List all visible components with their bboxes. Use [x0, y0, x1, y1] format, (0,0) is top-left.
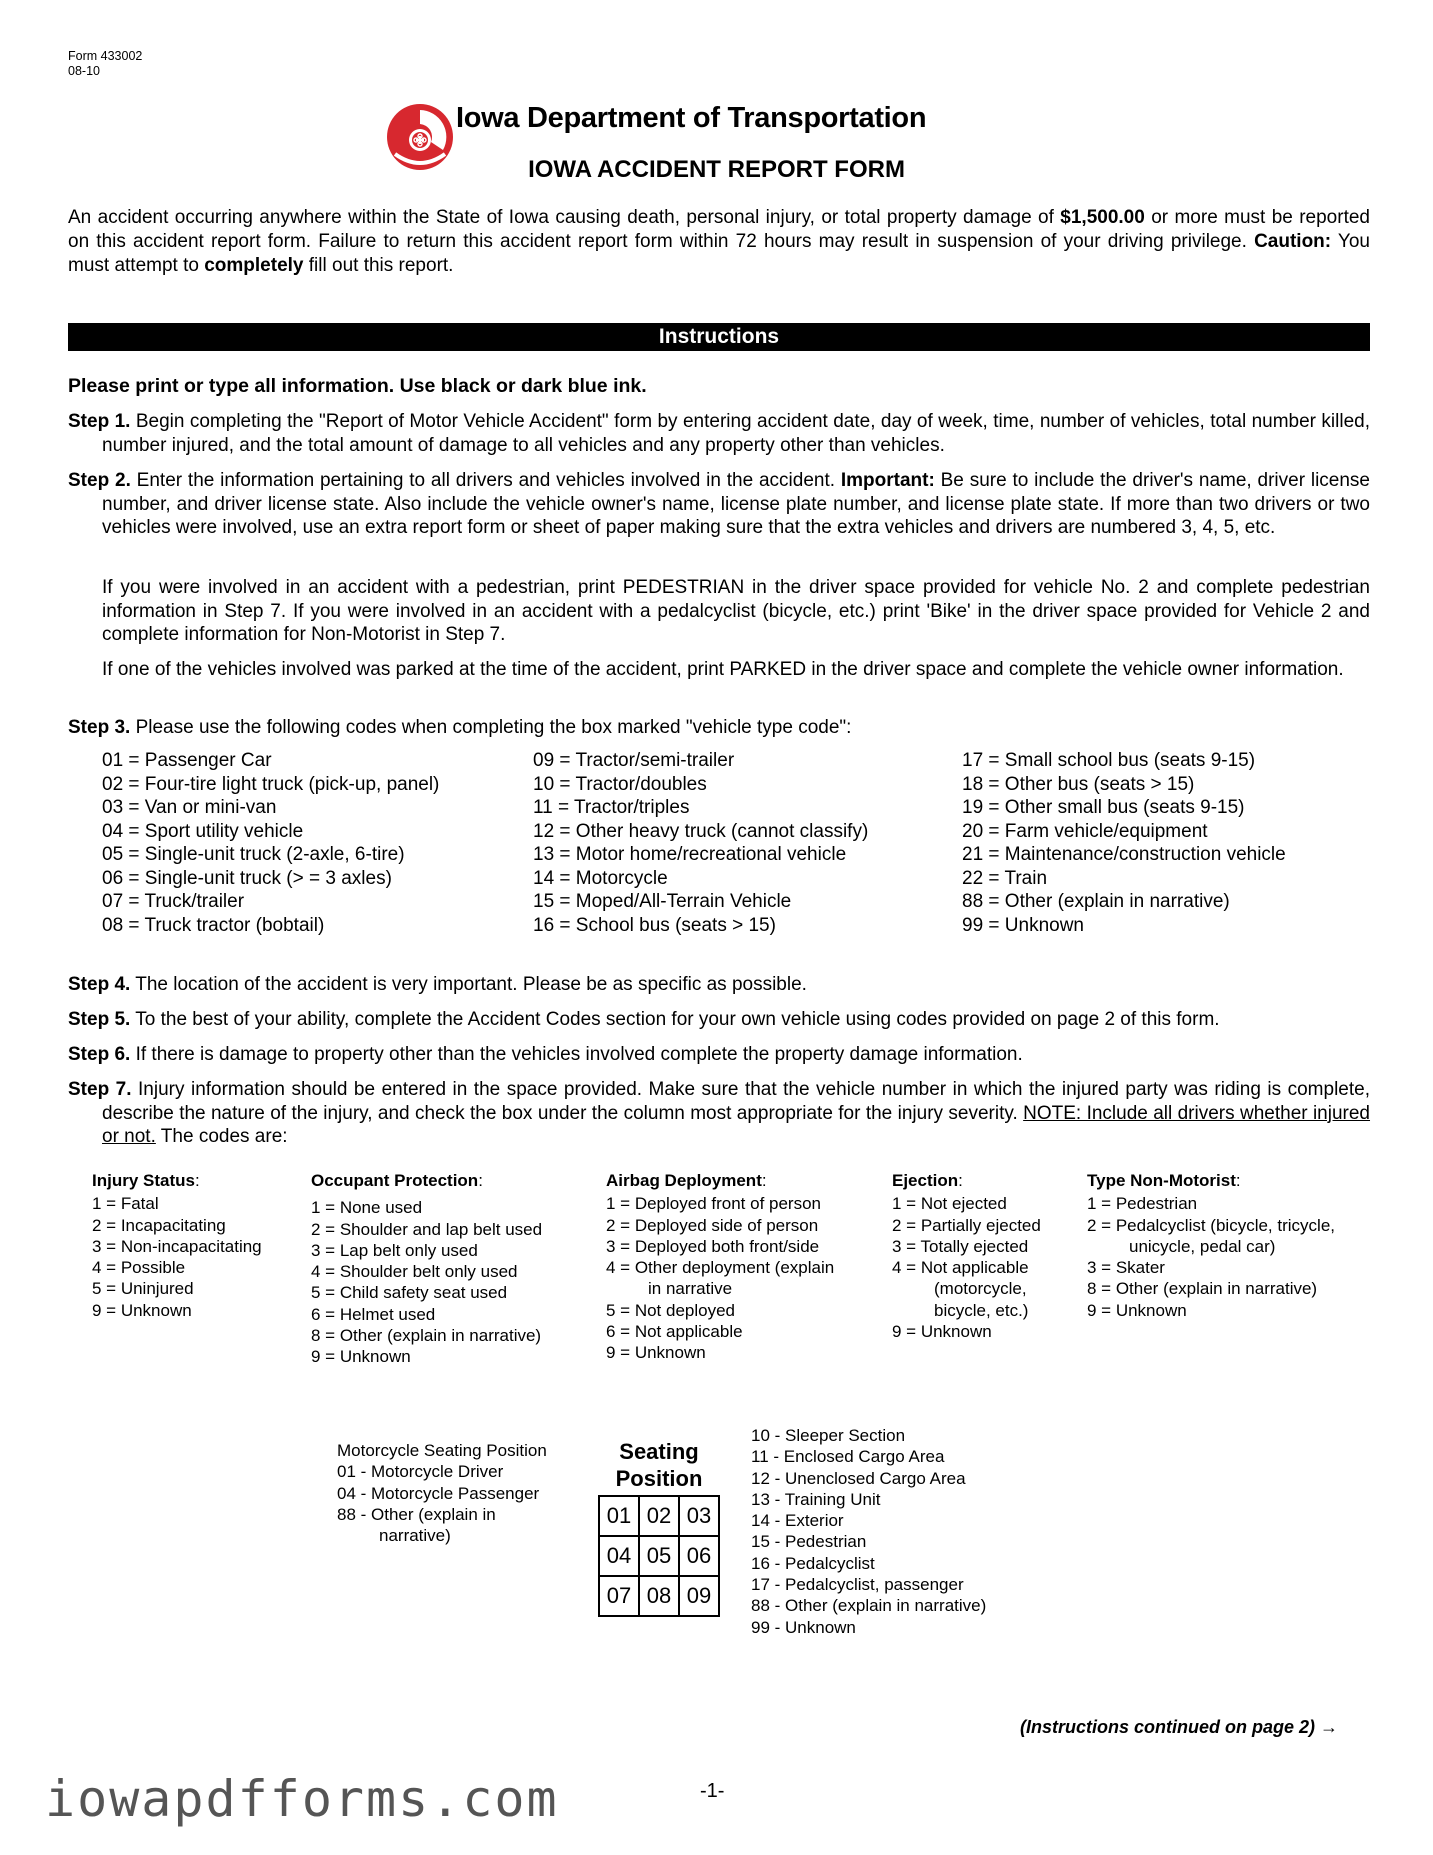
vehicle-code: 01 = Passenger Car	[102, 750, 272, 771]
caution-label: Caution:	[1254, 231, 1332, 252]
vehicle-code: 07 = Truck/trailer	[102, 891, 245, 912]
vehicle-code: 88 = Other (explain in narrative)	[962, 891, 1230, 912]
injury-status-codes: Injury Status: 1 = Fatal 2 = Incapacitating 3 = Non-incapacitating 4 = Possible 5 = Uninjured 9 = Unknown	[92, 1171, 262, 1320]
seating-other-codes: 10 - Sleeper Section 11 - Enclosed Cargo Area 12 - Unenclosed Cargo Area 13 - Training Unit 14 - Exterior 15 - Pedestrian 16 - Pedalcyclist 17 - Pedalcyclist, passenger 88 - Other (explain in narrative) 99 - Unknown	[751, 1426, 987, 1637]
occupant-protection-codes: Occupant Protection: 1 = None used 2 = Shoulder and lap belt used 3 = Lap belt only used 4 = Shoulder belt only used 5 = Child safety seat used 6 = Helmet used 8 = Other (explain in narrative) 9 = Unknown	[311, 1171, 543, 1367]
continued-note: (Instructions continued on page 2) →	[1020, 1717, 1339, 1737]
vehicle-code: 19 = Other small bus (seats 9-15)	[962, 797, 1245, 818]
vehicle-code: 02 = Four-tire light truck (pick-up, panel)	[102, 773, 440, 795]
vehicle-code: 06 = Single-unit truck (> = 3 axles)	[102, 867, 392, 889]
seating-position-title: Seating Position	[615, 1439, 703, 1491]
vehicle-code: 09 = Tractor/semi-trailer	[533, 750, 735, 771]
ejection-codes: Ejection: 1 = Not ejected 2 = Partially ejected 3 = Totally ejected 4 = Not applicable (motorcycle, bicycle, etc.) 9 = Unknown	[892, 1171, 1041, 1342]
seating-position-chart	[598, 1438, 720, 1617]
step-1: Step 1. Begin completing the "Report of Motor Vehicle Accident" form by entering accident date, day of week, time, number of vehicles, total number killed, number injured, and the total amount of damage to all vehicles and any property other than vehicles.	[68, 411, 1370, 456]
vehicle-code: 11 = Tractor/triples	[533, 797, 690, 818]
vehicle-codes-col1	[102, 749, 439, 937]
airbag-title: Airbag Deployment	[606, 1171, 762, 1190]
step-7-note: NOTE: Include all drivers whether injured or not.	[102, 1102, 1371, 1147]
vehicle-code: 10 = Tractor/doubles	[533, 773, 707, 795]
vehicle-code: 04 = Sport utility vehicle	[102, 820, 304, 842]
step-4: Step 4. The location of the accident is very important. Please be as specific as possible.	[68, 974, 807, 995]
damage-amount: $1,500.00	[1060, 207, 1145, 228]
step-6: Step 6. If there is damage to property other than the vehicles involved complete the property damage information.	[68, 1044, 1023, 1065]
form-number-block	[68, 49, 142, 79]
vehicle-code: 03 = Van or mini-van	[102, 797, 277, 818]
vehicle-code: 08 = Truck tractor (bobtail)	[102, 914, 325, 936]
ejection-title: Ejection	[892, 1171, 959, 1190]
occupant-protection-title: Occupant Protection	[311, 1171, 479, 1190]
step-3: Step 3. Please use the following codes when completing the box marked "vehicle type code":	[68, 717, 852, 738]
instructions-header-bar: Instructions	[68, 323, 1370, 351]
step-7: Step 7. Injury information should be entered in the space provided. Make sure that the vehicle number in which the injured party was riding is complete, describe the nature of the injury, and check the box under the column most appropriate for the injury severity. NOTE: Include all drivers whether injured or not. The codes are:	[68, 1079, 1371, 1147]
motorcycle-seating-codes: Motorcycle Seating Position 01 - Motorcycle Driver 04 - Motorcycle Passenger 88 - Other (explain in narrative)	[337, 1441, 547, 1546]
form-number: Form 433002	[68, 49, 143, 63]
watermark: iowapdfforms.com	[45, 1770, 559, 1828]
seat-cell: 06	[679, 1536, 719, 1576]
vehicle-code: 21 = Maintenance/construction vehicle	[962, 844, 1286, 865]
vehicle-codes-col3	[962, 749, 1286, 937]
arrow-right-icon: →	[1320, 1717, 1339, 1737]
step-2-pedestrian-note: If you were involved in an accident with a pedestrian, print PEDESTRIAN in the driver space provided for vehicle No. 2 and complete pedestrian information in Step 7. If you were involved in an accident with a pedalcyclist (bicycle, etc.) print 'Bike' in the driver space provided for Vehicle 2 and complete information for Non-Motorist in Step 7.	[102, 577, 1370, 645]
seat-cell: 09	[679, 1576, 719, 1616]
step-5: Step 5. To the best of your ability, complete the Accident Codes section for your own vehicle using codes provided on page 2 of this form.	[68, 1009, 1220, 1030]
vehicle-code: 22 = Train	[962, 867, 1048, 889]
vehicle-code: 12 = Other heavy truck (cannot classify)	[533, 820, 869, 842]
seat-cell: 07	[599, 1576, 639, 1616]
vehicle-code: 13 = Motor home/recreational vehicle	[533, 844, 847, 865]
seat-cell: 01	[599, 1496, 639, 1536]
seat-cell: 05	[639, 1536, 679, 1576]
vehicle-code: 18 = Other bus (seats > 15)	[962, 773, 1195, 795]
vehicle-code: 20 = Farm vehicle/equipment	[962, 820, 1208, 842]
non-motorist-title: Type Non-Motorist	[1087, 1171, 1236, 1190]
form-date: 08-10	[68, 64, 100, 78]
non-motorist-codes: Type Non-Motorist: 1 = Pedestrian 2 = Pedalcyclist (bicycle, tricycle, unicycle, pedal car) 3 = Skater 8 = Other (explain in narrative) 9 = Unknown	[1087, 1171, 1335, 1320]
agency-name: Iowa Department of Transportation	[456, 102, 927, 134]
vehicle-code: 14 = Motorcycle	[533, 867, 668, 889]
vehicle-code: 15 = Moped/All-Terrain Vehicle	[533, 891, 792, 912]
vehicle-code: 05 = Single-unit truck (2-axle, 6-tire)	[102, 844, 405, 865]
vehicle-code: 99 = Unknown	[962, 914, 1084, 936]
airbag-deployment-codes: Airbag Deployment: 1 = Deployed front of person 2 = Deployed side of person 3 = Deployed both front/side 4 = Other deployment (explain in narrative 5 = Not deployed 6 = Not applicable 9 = Unknown	[606, 1171, 835, 1363]
seating-grid	[598, 1495, 720, 1617]
vehicle-codes-col2	[533, 749, 868, 937]
vehicle-code: 17 = Small school bus (seats 9-15)	[962, 750, 1256, 771]
intro-paragraph: An accident occurring anywhere within the State of Iowa causing death, personal injury, or total property damage of $1,500.00 or more must be reported on this accident report form. Failure to return this accident report form within 72 hours may result in suspension of your driving privilege. Caution: You must attempt to completely fill out this report.	[68, 207, 1370, 276]
vehicle-code: 16 = School bus (seats > 15)	[533, 914, 776, 936]
form-title: IOWA ACCIDENT REPORT FORM	[528, 156, 905, 183]
seat-cell: 03	[679, 1496, 719, 1536]
injury-status-title: Injury Status	[92, 1171, 195, 1190]
step-2-parked-note: If one of the vehicles involved was parked at the time of the accident, print PARKED in the driver space and complete the vehicle owner information.	[102, 659, 1344, 680]
ink-note: Please print or type all information. Use black or dark blue ink.	[68, 375, 647, 397]
seat-cell: 08	[639, 1576, 679, 1616]
page-number: -1-	[700, 1780, 725, 1802]
seat-cell: 02	[639, 1496, 679, 1536]
seat-cell: 04	[599, 1536, 639, 1576]
step-2: Step 2. Enter the information pertaining to all drivers and vehicles involved in the accident. Important: Be sure to include the driver's name, driver license number, and driver license state. Also include the vehicle owner's name, license plate number, and license plate state. If more than two drivers or two vehicles were involved, use an extra report form or sheet of paper making sure that the extra vehicles and drivers are numbered 3, 4, 5, etc.	[68, 470, 1370, 538]
